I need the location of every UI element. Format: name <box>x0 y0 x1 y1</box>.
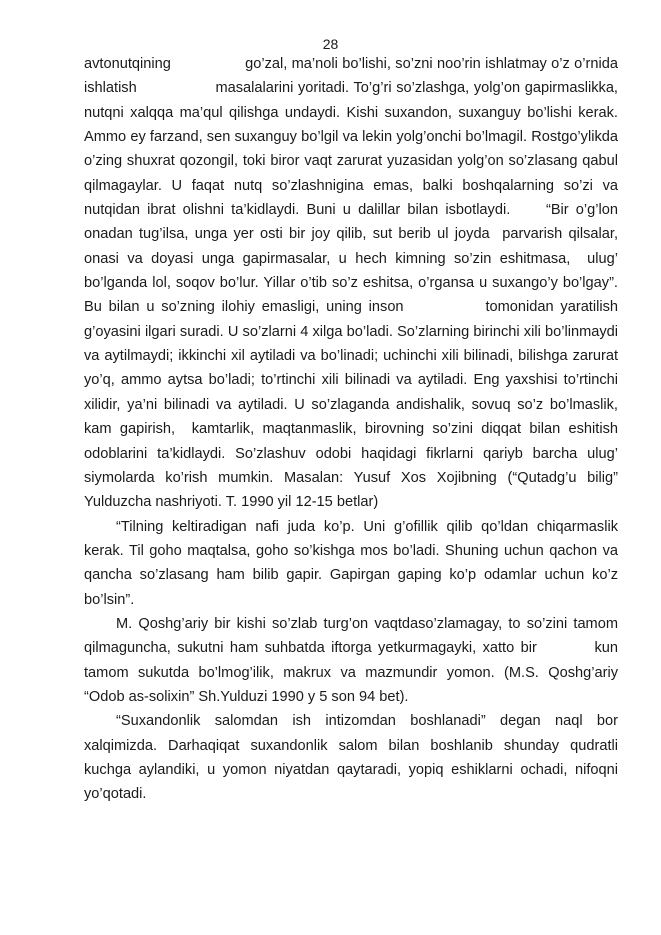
page-number: 28 <box>322 36 339 52</box>
paragraph: “Tilning keltiradigan nafi juda ko’p. Uni g’ofillik qilib qo’ldan chiqarmaslik kerak. Til goho maqtalsa, goho so’kishga mos bo’ladi. Shuning uchun qachon va qancha so’zlasang ham bilib gapir. Gapirgan gaping ko’p odamlar uchun ko’z bo’lsin”. <box>84 518 618 608</box>
paragraph: avtonutqining go’zal, ma’noli bo’lishi, so’zni noo’rin ishlatmay o’z o’rnida ishlatish masalalarini yoritadi. To’g’ri so’zlashga, yolg’on gapirmaslikka, nutqni xalqqa ma’qul qilishga undaydi. Kishi suxandon, suxanguy bo’lishi kerak. Ammo ey farzand, sen suxanguy bo’lgil va lekin yolg’onchi bo’lmagil. Rostgo’ylikda o’zing shuxrat qozongil, toki biror vaqt zarurat yuzasidan yolg’on so’zlasang qabul qilmagaylar. U faqat nutq so’zlashnigina emas, balki boshqalarning so’zi va nutqidan ibrat olishni ta’kidlaydi. Buni u dalillar bilan isbotlaydi. “Bir o’g’lon onadan tug’ilsa, unga yer osti bir joy qilib, sut berib ul joyda parvarish qilsalar, onasi va doyasi unga gapirmasalar, u hech kimning so’zin eshitmasa, ulug’ bo’lganda lol, soqov bo’lur. Yillar o’tib so’z eshitsa, o’rgansa u suxango’y bo’lgay”. Bu bilan u so’zning ilohiy emasligi, uning inson tomonidan yaratilish g’oyasini ilgari suradi. U so’zlarni 4 xilga bo’ladi. So’zlarning birinchi xili bo’linmaydi va aytilmaydi; ikkinchi xil aytiladi va bo’linadi; uchinchi xili bilinadi, bilishga zarurat yo’q, ammo aytsa bo’ladi; to’rtinchi xili bilinadi va aytiladi. Eng yaxshisi to’rtinchi xilidir, ya’ni bilinadi va aytiladi. U so’zlaganda andishalik, sovuq so’z bo’lmaslik, kam gapirish, kamtarlik, maqtanmaslik, birovning so’zini diqqat bilan eshitish odoblarini ta’kidlaydi. So’zlashuv odobi haqidagi fikrlarni qariyb barcha ulug’ siymolarda ko’rish mumkin. Masalan: Yusuf Xos Xojibning (“Qutadg’u bilig” Yulduzcha nashriyoti. T. 1990 yil 12-15 betlar) <box>84 56 623 511</box>
body-text <box>84 52 623 807</box>
paragraph: “Suxandonlik salomdan ish intizomdan boshlanadi” degan naql bor xalqimizda. Darhaqiqat suxandonlik salom bilan boshlanib shunday qudratli kuchga aylandiki, u yomon niyatdan qaytaradi, yopiq eshiklarni ochadi, nifoqni yo’qotadi. <box>84 713 618 803</box>
paragraph: M. Qoshg’ariy bir kishi so’zlab turg’on vaqtdaso’zlamagay, to so’zini tamom qilmaguncha, sukutni ham suhbatda iftorga yetkurmagayki, xatto bir kun tamom sukutda bo’lmog’ilik, makrux va mazmundir yomon. (M.S. Qoshg’ariy “Odob as-solixin” Sh.Yulduzi 1990 y 5 son 94 bet). <box>84 615 623 705</box>
